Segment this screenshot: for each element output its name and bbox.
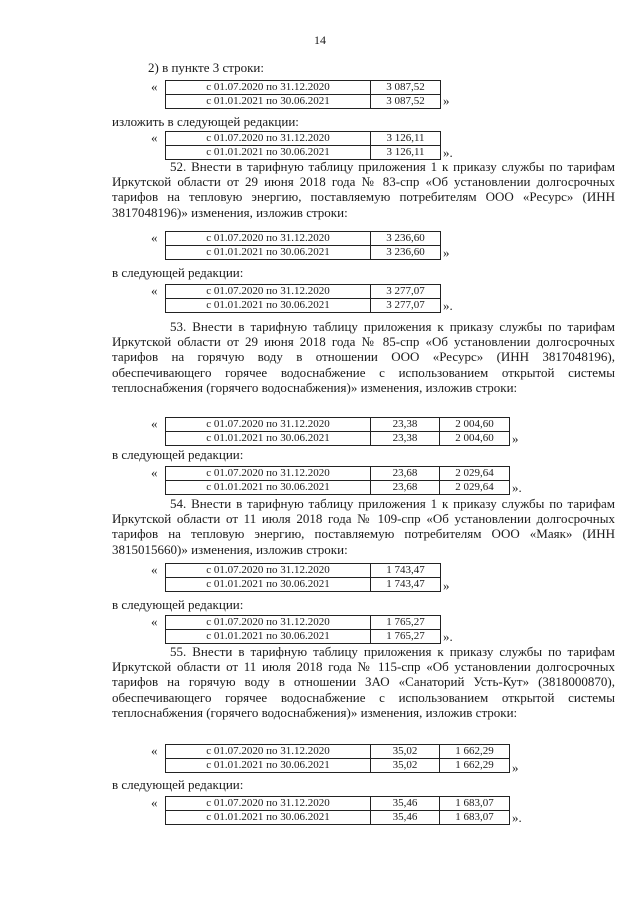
- value-cell: 1 662,29: [440, 745, 510, 759]
- table-row: [166, 616, 441, 630]
- tariff-table-new: [165, 284, 441, 313]
- value-cell: 3 236,60: [371, 232, 441, 246]
- period-cell: с 01.01.2021 по 30.06.2021: [166, 481, 371, 495]
- table-row: [166, 564, 441, 578]
- period-cell: с 01.07.2020 по 31.12.2020: [166, 132, 371, 146]
- value-cell: 1 743,47: [371, 564, 441, 578]
- open-quote: «: [151, 79, 158, 94]
- tariff-table-old: [165, 417, 510, 446]
- period-cell: с 01.07.2020 по 31.12.2020: [166, 81, 371, 95]
- value-cell: 2 029,64: [440, 481, 510, 495]
- period-cell: с 01.01.2021 по 30.06.2021: [166, 432, 371, 446]
- tariff-table-new: [165, 615, 441, 644]
- open-quote: «: [151, 743, 158, 758]
- value-cell: 35,02: [371, 759, 440, 773]
- value-cell: 23,38: [371, 432, 440, 446]
- open-quote: «: [151, 130, 158, 145]
- tariff-table-old: [165, 744, 510, 773]
- period-cell: с 01.01.2021 по 30.06.2021: [166, 95, 371, 109]
- new-edition-label: изложить в следующей редакции:: [112, 114, 299, 129]
- tariff-table-new: [165, 796, 510, 825]
- table-row: [166, 578, 441, 592]
- close-quote: ».: [443, 145, 453, 160]
- close-quote: ».: [512, 480, 522, 495]
- value-cell: 3 087,52: [371, 81, 441, 95]
- tariff-table-old: [165, 563, 441, 592]
- table-row: [166, 132, 441, 146]
- table-row: [166, 630, 441, 644]
- value-cell: 3 277,07: [371, 285, 441, 299]
- table-row: [166, 432, 510, 446]
- period-cell: с 01.01.2021 по 30.06.2021: [166, 299, 371, 313]
- value-cell: 2 004,60: [440, 418, 510, 432]
- value-cell: 23,68: [371, 467, 440, 481]
- open-quote: «: [151, 283, 158, 298]
- close-quote: »: [512, 760, 519, 775]
- table-row: [166, 146, 441, 160]
- value-cell: 35,46: [371, 811, 440, 825]
- tariff-table-new: [165, 131, 441, 160]
- close-quote: »: [443, 93, 450, 108]
- value-cell: 1 662,29: [440, 759, 510, 773]
- paragraph-54: 54. Внести в тарифную таблицу приложения 1 к приказу службы по тарифам Иркутской области от 11 июля 2018 года № 109-спр «Об установлении долгосрочных тарифов на тепловую энергию, поставляемую потребителям ООО «Маяк» (ИНН 3815015660)» изменения, изложив строки:: [112, 496, 615, 557]
- value-cell: 2 004,60: [440, 432, 510, 446]
- value-cell: 1 683,07: [440, 797, 510, 811]
- close-quote: ».: [443, 298, 453, 313]
- close-quote: »: [443, 245, 450, 260]
- open-quote: «: [151, 416, 158, 431]
- table-row: [166, 797, 510, 811]
- table-row: [166, 418, 510, 432]
- value-cell: 3 087,52: [371, 95, 441, 109]
- period-cell: с 01.01.2021 по 30.06.2021: [166, 630, 371, 644]
- table-row: [166, 299, 441, 313]
- value-cell: 3 126,11: [371, 132, 441, 146]
- period-cell: с 01.07.2020 по 31.12.2020: [166, 797, 371, 811]
- period-cell: с 01.07.2020 по 31.12.2020: [166, 745, 371, 759]
- new-edition-label: в следующей редакции:: [112, 777, 244, 792]
- period-cell: с 01.01.2021 по 30.06.2021: [166, 578, 371, 592]
- period-cell: с 01.07.2020 по 31.12.2020: [166, 232, 371, 246]
- period-cell: с 01.01.2021 по 30.06.2021: [166, 811, 371, 825]
- table-row: [166, 81, 441, 95]
- table-row: [166, 285, 441, 299]
- value-cell: 23,38: [371, 418, 440, 432]
- close-quote: »: [443, 578, 450, 593]
- tariff-table-old: [165, 231, 441, 260]
- table-row: [166, 467, 510, 481]
- period-cell: с 01.01.2021 по 30.06.2021: [166, 146, 371, 160]
- table-row: [166, 232, 441, 246]
- value-cell: 1 765,27: [371, 616, 441, 630]
- period-cell: с 01.07.2020 по 31.12.2020: [166, 285, 371, 299]
- paragraph-53: 53. Внести в тарифную таблицу приложения к приказу службы по тарифам Иркутской области от 29 июня 2018 года № 85-спр «Об установлении долгосрочных тарифов на горячую воду в отношении ООО «Ресурс» (ИНН 3817048196), обеспечивающего горячее водоснабжение с использованием открытой системы теплоснабжения (горячего водоснабжения)» изменения, изложив строки:: [112, 319, 615, 395]
- period-cell: с 01.01.2021 по 30.06.2021: [166, 246, 371, 260]
- paragraph-55: 55. Внести в тарифную таблицу приложения к приказу службы по тарифам Иркутской области от 11 июля 2018 года № 115-спр «Об установлении долгосрочных тарифов на горячую воду в отношении ЗАО «Санаторий Усть-Кут» (3818000870), обеспечивающего горячее водоснабжение с использованием открытой системы теплоснабжения (горячего водоснабжения)» изменения, изложив строки:: [112, 644, 615, 720]
- value-cell: 35,46: [371, 797, 440, 811]
- period-cell: с 01.01.2021 по 30.06.2021: [166, 759, 371, 773]
- page-number: 14: [314, 33, 326, 47]
- tariff-table-new: [165, 466, 510, 495]
- table-row: [166, 811, 510, 825]
- value-cell: 1 683,07: [440, 811, 510, 825]
- open-quote: «: [151, 562, 158, 577]
- value-cell: 1 765,27: [371, 630, 441, 644]
- table-row: [166, 759, 510, 773]
- period-cell: с 01.07.2020 по 31.12.2020: [166, 467, 371, 481]
- table-row: [166, 745, 510, 759]
- value-cell: 35,02: [371, 745, 440, 759]
- table-row: [166, 246, 441, 260]
- period-cell: с 01.07.2020 по 31.12.2020: [166, 616, 371, 630]
- new-edition-label: в следующей редакции:: [112, 447, 244, 462]
- close-quote: ».: [512, 810, 522, 825]
- tariff-table-old: [165, 80, 441, 109]
- period-cell: с 01.07.2020 по 31.12.2020: [166, 564, 371, 578]
- open-quote: «: [151, 465, 158, 480]
- open-quote: «: [151, 795, 158, 810]
- value-cell: 3 126,11: [371, 146, 441, 160]
- value-cell: 3 277,07: [371, 299, 441, 313]
- value-cell: 23,68: [371, 481, 440, 495]
- paragraph-52: 52. Внести в тарифную таблицу приложения 1 к приказу службы по тарифам Иркутской области от 29 июня 2018 года № 83-спр «Об установлении долгосрочных тарифов на тепловую энергию, поставляемую потребителям ООО «Ресурс» (ИНН 3817048196)» изменения, изложив строки:: [112, 159, 615, 220]
- value-cell: 1 743,47: [371, 578, 441, 592]
- open-quote: «: [151, 230, 158, 245]
- close-quote: ».: [443, 629, 453, 644]
- close-quote: »: [512, 431, 519, 446]
- open-quote: «: [151, 614, 158, 629]
- table-row: [166, 481, 510, 495]
- value-cell: 3 236,60: [371, 246, 441, 260]
- value-cell: 2 029,64: [440, 467, 510, 481]
- item-2-heading: 2) в пункте 3 строки:: [148, 60, 264, 75]
- table-row: [166, 95, 441, 109]
- new-edition-label: в следующей редакции:: [112, 265, 244, 280]
- new-edition-label: в следующей редакции:: [112, 597, 244, 612]
- period-cell: с 01.07.2020 по 31.12.2020: [166, 418, 371, 432]
